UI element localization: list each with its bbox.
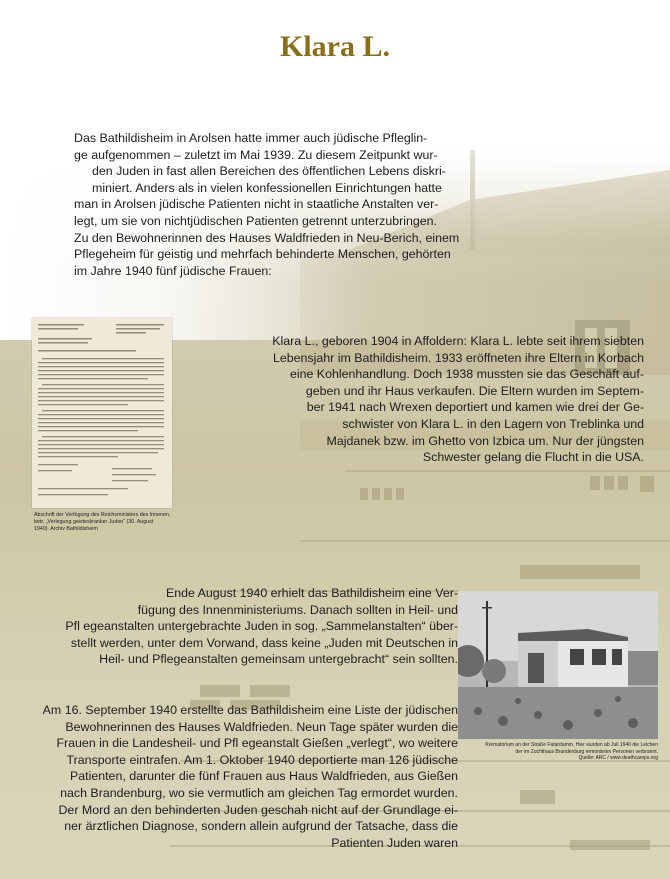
- august-line: stellt werden, unter dem Vorwand, dass keine „Juden mit Deutschen in: [70, 635, 458, 650]
- september-line: Frauen in die Landesheil- und Pfl egeanstalt Gießen „verlegt“, wo weitere: [56, 736, 458, 751]
- intro-line: im Jahre 1940 fünf jüdische Frauen:: [74, 263, 272, 278]
- intro-line: Pflegeheim für geistig und mehrfach behinderte Menschen, gehörten: [74, 247, 451, 262]
- klara-line: Majdanek bzw. im Ghetto von Izbica um. Nur der jüngsten: [326, 433, 644, 448]
- klara-line: Schwester gelang die Flucht in die USA.: [422, 450, 644, 465]
- klara-paragraph: [184, 333, 644, 466]
- klara-line: Klara L., geboren 1904 in Affoldern: Klara L. lebte seit ihrem siebten: [272, 334, 644, 348]
- intro-line: miniert. Anders als in vielen konfessionellen Einrichtungen hatte: [92, 180, 442, 195]
- intro-line: ge aufgenommen – zuletzt im Mai 1939. Zu diesem Zeitpunkt wur-: [74, 147, 438, 162]
- september-line: Patienten, darunter die fünf Frauen aus Haus Waldfrieden, aus Gießen: [69, 769, 458, 784]
- september-line: nach Brandenburg, wo sie vermutlich am gleichen Tag ermordet wurden.: [60, 785, 458, 800]
- caption-line: Abschrift der Verfügung des Reichsministers des Innenen,: [34, 512, 171, 518]
- september-paragraph: [18, 702, 458, 851]
- document-scan-lines: [32, 318, 172, 508]
- intro-paragraph: [74, 130, 494, 279]
- caption-line: der im Zuchthaus Brandenburg ermordeten Personen verbrannt.: [515, 748, 658, 755]
- september-line: Am 16. September 1940 erstellte das Bathildisheim eine Liste der jüdischen: [42, 703, 458, 717]
- caption-line: betr. „Verlegung geisteskranker Juden“ (30. August: [34, 519, 154, 525]
- august-line: Heil- und Pflegeanstalten gemeinsam untergebracht“ sein sollten.: [99, 652, 458, 667]
- crematorium-photo: [458, 591, 658, 739]
- page-title: Klara L.: [280, 30, 390, 63]
- august-line: Ende August 1940 erhielt das Bathildisheim eine Ver-: [165, 586, 458, 600]
- photo-caption: [462, 742, 658, 762]
- klara-line: eine Kohlenhandlung. Doch 1938 mussten sie das Geschäft auf-: [289, 367, 644, 382]
- september-line: ner ärztlichen Diagnose, sondern allein aufgrund der Tatsache, dass die: [64, 819, 458, 834]
- intro-line: legt, um sie von nichtjüdischen Patienten getrennt unterzubringen.: [74, 213, 438, 228]
- klara-line: Lebensjahr im Bathildisheim. 1933 eröffneten ihre Eltern in Korbach: [272, 350, 644, 365]
- intro-line: Zu den Bewohnerinnen des Hauses Waldfrieden in Neu-Berich, einem: [74, 230, 460, 245]
- august-line: Pfl egeanstalten untergebrachte Juden in sog. „Sammelanstalten“ über-: [65, 619, 458, 634]
- klara-line: ber 1941 nach Wrexen deportiert und kamen wie drei der Ge-: [306, 400, 644, 415]
- september-line: Patienten Juden waren: [331, 835, 458, 850]
- crematorium-photo-image: [458, 591, 658, 739]
- klara-line: schwister von Klara L. in den Lagern von Treblinka und: [342, 416, 644, 431]
- caption-line: Quelle: ARC / www.deathcamps.org: [578, 755, 658, 762]
- klara-line: geben und ihr Haus verkaufen. Die Eltern wurden im Septem-: [305, 383, 644, 398]
- caption-line: Krematorium an der Straße Fatardamm. Hier wurden ab Juli 1940 die Leichen: [485, 742, 658, 748]
- september-line: Der Mord an den behinderten Juden geschah nicht auf der Grundlage ei-: [58, 802, 458, 817]
- caption-line: 1940). Archiv Bathildisheim: [34, 526, 98, 532]
- september-line: Transporte eintrafen. Am 1. Oktober 1940 deportierte man 126 jüdische: [66, 752, 458, 767]
- september-line: Bewohnerinnen des Hauses Waldfrieden. Neun Tage später wurden die: [65, 719, 458, 734]
- august-line: fügung des Innenministeriums. Danach sollten in Heil- und: [137, 602, 458, 617]
- intro-line: man in Arolsen jüdische Patienten nicht in staatliche Anstalten ver-: [74, 197, 439, 212]
- intro-line: den Juden in fast allen Bereichen des öffentlichen Lebens diskri-: [92, 164, 446, 179]
- august-paragraph: [28, 585, 458, 668]
- document-scan: [32, 318, 172, 508]
- intro-line: Das Bathildisheim in Arolsen hatte immer auch jüdische Pfleglin-: [74, 131, 428, 145]
- document-caption: [34, 512, 174, 533]
